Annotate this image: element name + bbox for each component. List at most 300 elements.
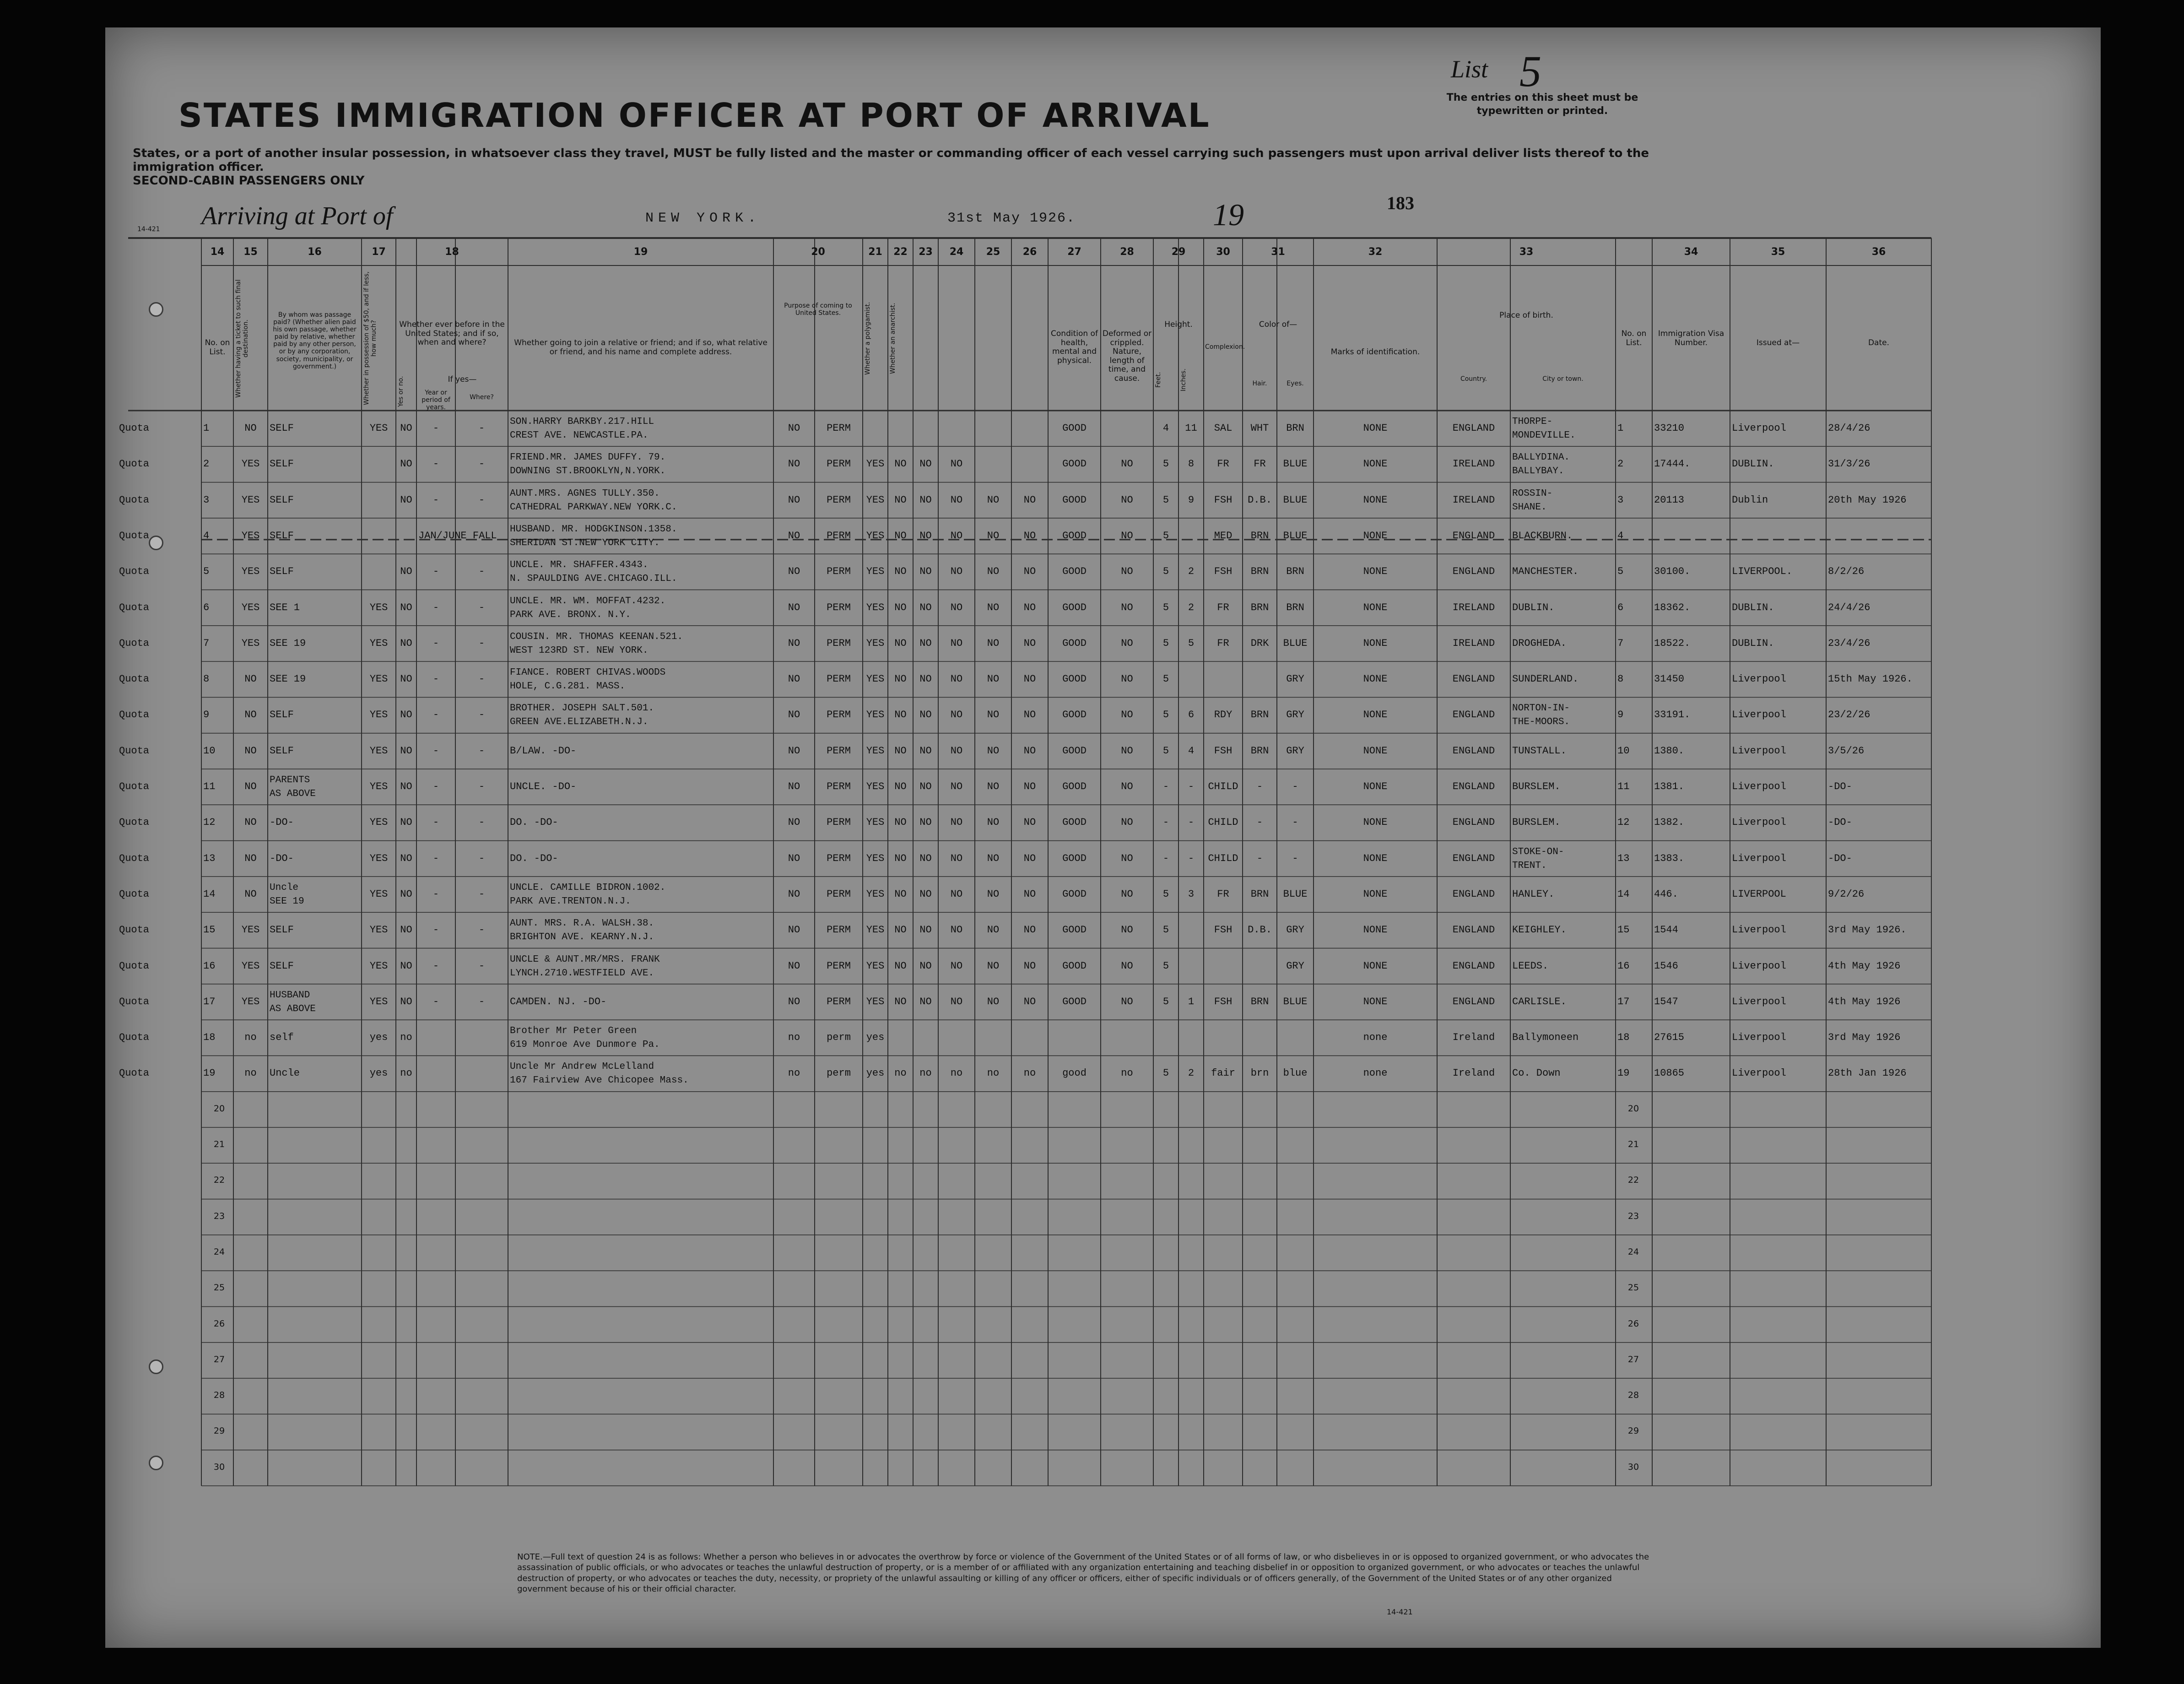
cell-where: - <box>478 960 485 972</box>
cell-ticket: no <box>244 1032 257 1044</box>
row-number: 13 <box>203 852 216 864</box>
header-health: Condition of health, mental and physical. <box>1051 329 1098 365</box>
row-number: 26 <box>213 1318 225 1329</box>
cell-deformed: NO <box>1121 637 1133 649</box>
header-ticket: Whether having a ticket to such final destination. <box>235 279 250 398</box>
cell-polyg: YES <box>866 817 885 828</box>
cell-anarch: NO <box>894 530 907 541</box>
cell-before: NO <box>400 458 412 470</box>
quota-label: Quota <box>119 960 150 972</box>
row-number: 20 <box>213 1103 225 1114</box>
cell-c24: NO <box>950 781 963 792</box>
column-number: 32 <box>1368 246 1383 258</box>
header-complexion: Complexion. <box>1205 343 1245 351</box>
form-code-bottom: 14-421 <box>1387 1608 1413 1616</box>
cell-c24: NO <box>950 458 963 470</box>
cell-feet: 5 <box>1162 566 1169 578</box>
cell-purpose: PERM <box>827 673 851 685</box>
row-number: 7 <box>203 637 210 649</box>
cell-marks: NONE <box>1363 996 1388 1007</box>
stamp-number: 183 <box>1387 193 1414 213</box>
cell-paid_by: Uncle SEE 19 <box>270 882 304 907</box>
cell-c23: no <box>919 1067 932 1079</box>
cell-health: GOOD <box>1062 996 1087 1007</box>
cell-c23: NO <box>919 960 932 972</box>
quota-label: Quota <box>119 924 150 936</box>
arrival-date: 31st May 1926. <box>947 211 1076 226</box>
cell-hair: BRN <box>1250 601 1269 613</box>
cell-marks: NONE <box>1363 530 1388 541</box>
column-number: 24 <box>949 246 964 258</box>
row-number: 9 <box>203 709 210 721</box>
header-stay: Purpose of coming to United States. <box>784 302 852 317</box>
cell-before: NO <box>400 960 412 972</box>
cell-stay: NO <box>788 960 800 972</box>
cell-stay: no <box>788 1032 800 1044</box>
cell-paid_by: SELF <box>270 530 294 541</box>
cell-relative: DO. -DO- <box>510 817 558 828</box>
cell-relative: BROTHER. JOSEPH SALT.501. GREEN AVE.ELIZABETH.N.J. <box>510 703 654 728</box>
header-marks: Marks of identification. <box>1330 347 1420 357</box>
cell-c23: NO <box>919 566 932 578</box>
cell-polyg: YES <box>866 888 885 900</box>
quota-label: Quota <box>119 601 150 613</box>
cell-issued: Liverpool <box>1732 996 1786 1007</box>
cell-fifty: YES <box>369 745 388 757</box>
cell-c23: NO <box>919 781 932 792</box>
row-number: 1 <box>203 422 210 434</box>
row-number: 21 <box>213 1139 225 1149</box>
cell-c25: NO <box>987 745 1000 757</box>
cell-feet: 5 <box>1162 960 1169 972</box>
cell-deformed: NO <box>1121 673 1133 685</box>
cell-purpose: PERM <box>827 960 851 972</box>
row-number: 8 <box>203 673 210 685</box>
cell-inches: 11 <box>1185 422 1197 434</box>
cell-anarch: NO <box>894 566 907 578</box>
row-number: 12 <box>203 817 216 828</box>
cell-before: NO <box>400 566 412 578</box>
cell-purpose: PERM <box>827 637 851 649</box>
quota-label: Quota <box>119 817 150 828</box>
cell-polyg: YES <box>866 530 885 541</box>
cell-where: - <box>478 422 485 434</box>
cell-date: -DO- <box>1828 817 1852 828</box>
cell-c26: NO <box>1023 781 1036 792</box>
cell-relative: B/LAW. -DO- <box>510 745 577 757</box>
cell-paid_by: SEE 19 <box>270 673 306 685</box>
cell-before: NO <box>400 996 412 1007</box>
cell-fifty: YES <box>369 888 388 900</box>
manifest-sheet <box>105 27 2101 1648</box>
cell-complexion: CHILD <box>1208 852 1238 864</box>
binding-hole-top <box>149 302 163 317</box>
cell-date: 28th Jan 1926 <box>1828 1067 1907 1079</box>
cell-relative: DO. -DO- <box>510 852 558 864</box>
cell-deformed: NO <box>1121 530 1133 541</box>
cell-c25: NO <box>987 996 1000 1007</box>
cell-feet: - <box>1162 781 1169 792</box>
cell-deformed: NO <box>1121 888 1133 900</box>
cell-c23: NO <box>919 709 932 721</box>
cell-city: BURSLEM. <box>1512 817 1561 828</box>
cell-hair: D.B. <box>1248 924 1272 936</box>
cell-issued: Liverpool <box>1732 924 1786 936</box>
cell-before: NO <box>400 817 412 828</box>
cell-marks: NONE <box>1363 960 1388 972</box>
cell-city: BLACKBURN. <box>1512 530 1573 541</box>
cell-hair: D.B. <box>1248 494 1272 506</box>
cell-city: ROSSIN- SHANE. <box>1512 488 1553 513</box>
row-number: 13 <box>1617 852 1630 864</box>
cell-health: GOOD <box>1062 458 1087 470</box>
cell-country: ENGLAND <box>1452 817 1495 828</box>
cell-paid_by: Uncle <box>270 1067 300 1079</box>
cell-polyg: YES <box>866 745 885 757</box>
binding-hole-lower <box>149 1359 163 1374</box>
cell-issued: Liverpool <box>1732 960 1786 972</box>
column-number: 31 <box>1271 246 1285 258</box>
cell-anarch: NO <box>894 494 907 506</box>
cell-country: ENGLAND <box>1452 924 1495 936</box>
cell-eyes: GRY <box>1286 673 1304 685</box>
cell-date: 3rd May 1926 <box>1828 1032 1901 1044</box>
row-number: 20 <box>1627 1103 1639 1114</box>
cell-deformed: NO <box>1121 924 1133 936</box>
cell-health: GOOD <box>1062 566 1087 578</box>
cell-country: ENGLAND <box>1452 852 1495 864</box>
cell-hair: DRK <box>1250 637 1269 649</box>
cell-complexion: CHILD <box>1208 781 1238 792</box>
cell-visa: 1383. <box>1654 852 1685 864</box>
column-number: 28 <box>1120 246 1134 258</box>
cell-inches: - <box>1188 817 1195 828</box>
cell-feet: 5 <box>1162 924 1169 936</box>
cell-date: 8/2/26 <box>1828 566 1865 578</box>
cell-before: NO <box>400 852 412 864</box>
cell-eyes: BLUE <box>1283 888 1308 900</box>
column-number: 30 <box>1216 246 1230 258</box>
cell-relative: UNCLE. MR. WM. MOFFAT.4232. PARK AVE. BRONX. N.Y. <box>510 596 666 620</box>
row-number: 23 <box>1627 1211 1639 1221</box>
cell-city: LEEDS. <box>1512 960 1549 972</box>
row-number: 11 <box>203 781 216 792</box>
cell-eyes: - <box>1292 817 1298 828</box>
row-number: 24 <box>213 1246 225 1257</box>
cell-period: - <box>432 888 439 900</box>
cell-hair: BRN <box>1250 996 1269 1007</box>
row-number: 3 <box>1617 494 1624 506</box>
cell-where: - <box>478 673 485 685</box>
cell-period: - <box>432 458 439 470</box>
row-number: 6 <box>1617 601 1624 613</box>
cell-purpose: PERM <box>827 530 851 541</box>
header-feet: Height. <box>1164 320 1193 329</box>
quota-label: Quota <box>119 781 150 792</box>
quota-label: Quota <box>119 709 150 721</box>
cell-issued: Dublin <box>1732 494 1768 506</box>
cell-visa: 1547 <box>1654 996 1678 1007</box>
cell-issued: DUBLIN. <box>1732 458 1774 470</box>
cell-c25: NO <box>987 781 1000 792</box>
cell-deformed: no <box>1121 1067 1133 1079</box>
cell-c24: NO <box>950 637 963 649</box>
cell-anarch: no <box>894 1067 907 1079</box>
cell-ticket: YES <box>241 566 260 578</box>
cell-city: TUNSTALL. <box>1512 745 1567 757</box>
cell-period: - <box>432 817 439 828</box>
cell-date: -DO- <box>1828 781 1852 792</box>
cell-purpose: PERM <box>827 494 851 506</box>
column-number: 18 <box>445 246 459 258</box>
cell-city: BALLYDINA. BALLYBAY. <box>1512 452 1570 477</box>
header-hair: Color of— <box>1259 320 1297 329</box>
cell-stay: NO <box>788 781 800 792</box>
cell-hair: BRN <box>1250 530 1269 541</box>
cell-polyg: YES <box>866 673 885 685</box>
cell-hair: FR <box>1254 458 1266 470</box>
cabin-class-note: SECOND-CABIN PASSENGERS ONLY <box>133 174 365 188</box>
cell-paid_by: SELF <box>270 422 294 434</box>
header-paid_by: By whom was passage paid? (Whether alien paid his own passage, whether paid by relative, whether paid by any other person, or by any corporation, society, municipality, or government.) <box>273 311 357 370</box>
cell-hair: WHT <box>1250 422 1269 434</box>
row-number: 18 <box>203 1032 216 1044</box>
cell-paid_by: SEE 1 <box>270 601 300 613</box>
cell-issued: LIVERPOOL <box>1732 888 1786 900</box>
cell-deformed: NO <box>1121 601 1133 613</box>
row-number: 11 <box>1617 781 1630 792</box>
cell-c25: NO <box>987 601 1000 613</box>
row-number: 27 <box>213 1354 225 1365</box>
cell-inches: 6 <box>1188 709 1195 721</box>
cell-fifty: YES <box>369 960 388 972</box>
cell-purpose: PERM <box>827 781 851 792</box>
cell-ticket: NO <box>244 673 257 685</box>
cell-eyes: GRY <box>1286 924 1304 936</box>
cell-country: IRELAND <box>1452 458 1495 470</box>
cell-visa: 20113 <box>1654 494 1685 506</box>
cell-before: NO <box>400 709 412 721</box>
cell-eyes: BLUE <box>1283 494 1308 506</box>
cell-paid_by: SELF <box>270 924 294 936</box>
cell-eyes: BRN <box>1286 601 1304 613</box>
cell-before: NO <box>400 673 412 685</box>
cell-country: ENGLAND <box>1452 566 1495 578</box>
row-number: 26 <box>1627 1318 1639 1329</box>
cell-c23: NO <box>919 817 932 828</box>
cell-where: - <box>478 817 485 828</box>
cell-c26: NO <box>1023 852 1036 864</box>
cell-hair: BRN <box>1250 566 1269 578</box>
cell-feet: 5 <box>1162 601 1169 613</box>
row-number: 4 <box>203 530 210 541</box>
cell-city: DUBLIN. <box>1512 601 1555 613</box>
cell-before: NO <box>400 601 412 613</box>
cell-relative: CAMDEN. NJ. -DO- <box>510 996 607 1007</box>
row-number: 17 <box>1617 996 1630 1007</box>
cell-ticket: NO <box>244 852 257 864</box>
cell-issued: Liverpool <box>1732 1032 1786 1044</box>
cell-relative: FIANCE. ROBERT CHIVAS.WOODS HOLE, C.G.281. MASS. <box>510 667 666 692</box>
cell-visa: 31450 <box>1654 673 1685 685</box>
cell-deformed: NO <box>1121 817 1133 828</box>
cell-ticket: YES <box>241 530 260 541</box>
cell-ticket: NO <box>244 709 257 721</box>
cell-complexion: FR <box>1217 601 1229 613</box>
cell-before: no <box>400 1067 412 1079</box>
row-number: 28 <box>213 1390 225 1401</box>
cell-deformed: NO <box>1121 494 1133 506</box>
cell-date: 15th May 1926. <box>1828 673 1913 685</box>
row-number: 27 <box>1627 1354 1639 1365</box>
cell-deformed: NO <box>1121 996 1133 1007</box>
row-number: 12 <box>1617 817 1630 828</box>
cell-stay: NO <box>788 530 800 541</box>
cell-anarch: NO <box>894 637 907 649</box>
cell-anarch: NO <box>894 673 907 685</box>
cell-visa: 33191. <box>1654 709 1691 721</box>
cell-period: - <box>432 422 439 434</box>
cell-health: GOOD <box>1062 745 1087 757</box>
cell-c23: NO <box>919 888 932 900</box>
cell-c25: NO <box>987 888 1000 900</box>
cell-anarch: NO <box>894 745 907 757</box>
row-number: 14 <box>203 888 216 900</box>
cell-issued: DUBLIN. <box>1732 637 1774 649</box>
cell-issued: Liverpool <box>1732 1067 1786 1079</box>
row-number: 22 <box>213 1175 225 1186</box>
cell-marks: NONE <box>1363 601 1388 613</box>
binding-hole-middle <box>149 536 163 550</box>
cell-eyes: GRY <box>1286 960 1304 972</box>
cell-c25: NO <box>987 852 1000 864</box>
cell-c23: NO <box>919 745 932 757</box>
cell-c26: NO <box>1023 601 1036 613</box>
row-number: 16 <box>203 960 216 972</box>
header-fifty: Whether in possession of $50, and if less, how much? <box>363 271 378 406</box>
cell-date: 28/4/26 <box>1828 422 1870 434</box>
column-number: 21 <box>868 246 882 258</box>
row-number: 15 <box>1617 924 1630 936</box>
cell-marks: none <box>1363 1067 1388 1079</box>
cell-purpose: PERM <box>827 817 851 828</box>
column-number: 35 <box>1771 246 1785 258</box>
cell-health: GOOD <box>1062 852 1087 864</box>
cell-stay: NO <box>788 494 800 506</box>
cell-visa: 30100. <box>1654 566 1691 578</box>
cell-visa: 27615 <box>1654 1032 1685 1044</box>
column-number: 19 <box>633 246 648 258</box>
cell-stay: NO <box>788 745 800 757</box>
cell-feet: 5 <box>1162 494 1169 506</box>
quota-label: Quota <box>119 996 150 1007</box>
cell-visa: 18362. <box>1654 601 1691 613</box>
cell-city: Ballymoneen <box>1512 1032 1579 1044</box>
cell-paid_by: SELF <box>270 745 294 757</box>
row-number: 7 <box>1617 637 1624 649</box>
cell-ticket: NO <box>244 817 257 828</box>
cell-where: - <box>478 924 485 936</box>
header-eyes: Eyes. <box>1287 380 1304 387</box>
cell-city: KEIGHLEY. <box>1512 924 1567 936</box>
cell-c25: NO <box>987 817 1000 828</box>
quota-label: Quota <box>119 673 150 685</box>
cell-before: NO <box>400 888 412 900</box>
row-number: 10 <box>1617 745 1630 757</box>
row-number: 19 <box>203 1067 216 1079</box>
row-number: 2 <box>203 458 210 470</box>
cell-polyg: YES <box>866 494 885 506</box>
cell-date: 4th May 1926 <box>1828 960 1901 972</box>
cell-country: ENGLAND <box>1452 422 1495 434</box>
cell-eyes: BRN <box>1286 422 1304 434</box>
cell-relative: UNCLE. MR. SHAFFER.4343. N. SPAULDING AVE.CHICAGO.ILL. <box>510 560 677 585</box>
cell-anarch: NO <box>894 817 907 828</box>
cell-complexion: CHILD <box>1208 817 1238 828</box>
cell-city: STOKE-ON- TRENT. <box>1512 846 1564 871</box>
header-issued: Issued at— <box>1756 338 1800 347</box>
cell-c24: NO <box>950 745 963 757</box>
cell-anarch: NO <box>894 458 907 470</box>
cell-paid_by: -DO- <box>270 852 294 864</box>
cell-c24: NO <box>950 888 963 900</box>
header-feet: Feet. <box>1155 372 1162 388</box>
cell-fifty: YES <box>369 996 388 1007</box>
cell-complexion: MED <box>1214 530 1233 541</box>
column-number: 22 <box>893 246 908 258</box>
cell-paid_by: -DO- <box>270 817 294 828</box>
cell-city: NORTON-IN- THE-MOORS. <box>1512 703 1570 728</box>
cell-c26: NO <box>1023 924 1036 936</box>
cell-eyes: - <box>1292 852 1298 864</box>
cell-where: - <box>478 781 485 792</box>
cell-polyg: YES <box>866 566 885 578</box>
cell-ticket: YES <box>241 960 260 972</box>
cell-fifty: yes <box>369 1032 388 1044</box>
column-number: 14 <box>210 246 225 258</box>
cell-where: - <box>478 494 485 506</box>
cell-stay: no <box>788 1067 800 1079</box>
cell-deformed: NO <box>1121 852 1133 864</box>
cell-complexion: FSH <box>1214 745 1233 757</box>
column-number: 36 <box>1871 246 1886 258</box>
cell-anarch: NO <box>894 888 907 900</box>
cell-c26: NO <box>1023 530 1036 541</box>
cell-marks: NONE <box>1363 637 1388 649</box>
cell-period: - <box>432 494 439 506</box>
row-number: 21 <box>1627 1139 1639 1149</box>
cell-deformed: NO <box>1121 781 1133 792</box>
column-number: 29 <box>1171 246 1186 258</box>
cell-complexion: FR <box>1217 888 1229 900</box>
cell-stay: NO <box>788 996 800 1007</box>
cell-inches: 2 <box>1188 1067 1195 1079</box>
cell-c23: NO <box>919 458 932 470</box>
cell-feet: - <box>1162 852 1169 864</box>
row-number: 6 <box>203 601 210 613</box>
header-country: Place of birth. <box>1499 311 1553 320</box>
cell-stay: NO <box>788 566 800 578</box>
cell-hair: BRN <box>1250 709 1269 721</box>
cell-health: GOOD <box>1062 888 1087 900</box>
cell-c25: NO <box>987 673 1000 685</box>
cell-period: - <box>432 924 439 936</box>
cell-c26: NO <box>1023 996 1036 1007</box>
cell-c24: NO <box>950 601 963 613</box>
cell-paid_by: SELF <box>270 494 294 506</box>
cell-visa: 18522. <box>1654 637 1691 649</box>
cell-where: - <box>478 852 485 864</box>
